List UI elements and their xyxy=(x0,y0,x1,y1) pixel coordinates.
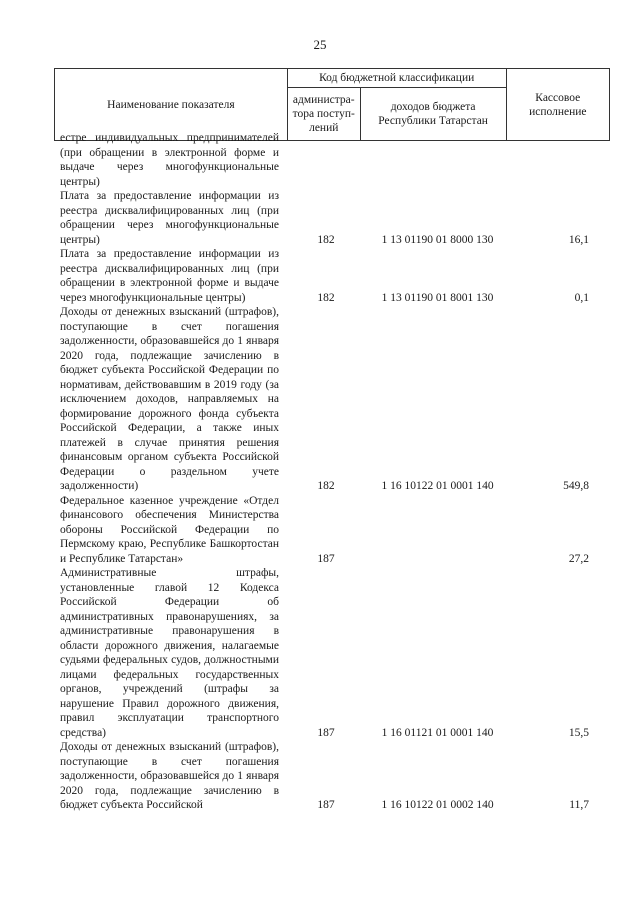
row-income-code: 1 16 10122 01 0001 140 xyxy=(381,480,494,492)
row-name: Доходы от денежных взысканий (штрафов), поступающие в счет погашения задолженности, образовавшейся до 1 января 2020 года, подлежащие зачислению в бюджет субъекта Российской xyxy=(60,741,279,811)
row-name: Плата за предоставление информации из реестра дисквалифицированных лиц (при обращении в электронной форме и выдаче через многофункциональные центры) xyxy=(60,248,279,304)
row-income-code: 1 16 10122 01 0002 140 xyxy=(381,799,494,811)
table-row xyxy=(0,566,640,740)
table-row xyxy=(0,131,640,189)
header-admin: администра-тора поступ-лений xyxy=(287,88,360,141)
row-admin-code: 182 xyxy=(317,233,335,246)
header-name: Наименование показателя xyxy=(55,69,288,141)
row-amount: 15,5 xyxy=(568,726,589,739)
row-name: Федеральное казенное учреждение «Отдел финансового обеспечения Министерства обороны Российской Федерации по Пермскому краю, Республике Башкортостан и Республике Татарстан» xyxy=(60,494,279,565)
row-income-code: 1 16 01121 01 0001 140 xyxy=(381,726,494,739)
row-name: естре индивидуальных предпринимателей (при обращении в электронной форме и выдаче через многофункциональные центры) xyxy=(60,132,279,188)
header-cash: Кассовое исполнение xyxy=(506,69,609,141)
table-row xyxy=(0,494,640,567)
row-admin-code: 187 xyxy=(317,799,335,811)
row-admin-code: 182 xyxy=(317,480,335,492)
row-amount: 16,1 xyxy=(568,233,589,246)
table-row xyxy=(0,305,640,494)
row-income-code: 1 13 01190 01 8000 130 xyxy=(381,233,494,246)
row-income-code: 1 13 01190 01 8001 130 xyxy=(381,291,494,304)
row-amount: 549,8 xyxy=(563,480,589,492)
row-admin-code: 187 xyxy=(317,552,335,565)
row-name: Административные штрафы, установленные главой 12 Кодекса Российской Федерации об административных правонарушениях, за административные правонарушения в области дорожного движения, налагаемые судьями федеральных судов, должностными лицами федеральных государственных органов, учреждений (штрафы за нарушение Правил дорожного движения, правил эксплуатации транспортного средства) xyxy=(60,567,279,739)
row-amount: 27,2 xyxy=(568,552,589,565)
row-admin-code: 182 xyxy=(317,291,335,304)
page-number: 25 xyxy=(313,37,327,52)
row-name: Плата за предоставление информации из реестра дисквалифицированных лиц (при обращении через многофункциональные центры) xyxy=(60,190,279,246)
header-code-group: Код бюджетной классификации xyxy=(287,69,506,88)
row-admin-code: 187 xyxy=(317,726,335,739)
table-body xyxy=(0,131,640,813)
table-row xyxy=(0,189,640,247)
header-income: доходов бюджета Республики Татарстан xyxy=(360,88,506,141)
table-row xyxy=(0,740,640,813)
row-name: Доходы от денежных взысканий (штрафов), поступающие в счет погашения задолженности, образовавшейся до 1 января 2020 года, подлежащие зачислению в бюджет субъекта Российской Федерации по нормативам, действовавшим в 2019 году (за исключением доходов, направляемых на формирование дорожного фонда субъекта Российской Федерации, а также иных платежей в случае принятия решения финансовым органом субъекта Российской Федерации о раздельном учете задолженности) xyxy=(60,306,279,492)
row-amount: 11,7 xyxy=(569,799,589,811)
row-amount: 0,1 xyxy=(574,291,589,304)
table-row xyxy=(0,247,640,305)
